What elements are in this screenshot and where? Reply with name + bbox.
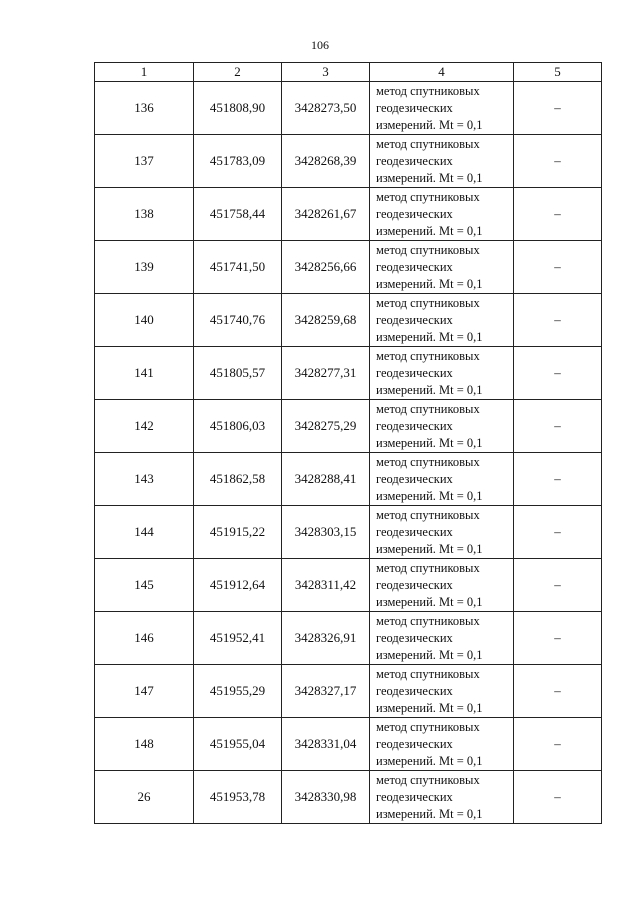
method-text-line: метод спутниковых (376, 719, 480, 734)
note-cell: – (514, 771, 602, 824)
coordinate-x-cell: 451915,22 (194, 506, 282, 559)
method-text-line: измерений. Mt = 0,1 (376, 117, 483, 132)
page-number: 106 (311, 38, 329, 52)
note-cell: – (514, 188, 602, 241)
column-header-1: 1 (95, 63, 194, 82)
method-cell (370, 612, 514, 665)
coordinate-y-cell: 3428261,67 (282, 188, 370, 241)
coordinate-x-cell: 451912,64 (194, 559, 282, 612)
point-number-cell: 141 (95, 347, 194, 400)
table-header-row (95, 63, 602, 82)
table-row (95, 294, 602, 347)
table-row (95, 771, 602, 824)
point-number-cell: 137 (95, 135, 194, 188)
method-text-line: измерений. Mt = 0,1 (376, 329, 483, 344)
method-text-line: измерений. Mt = 0,1 (376, 382, 483, 397)
method-cell (370, 453, 514, 506)
method-text-line: измерений. Mt = 0,1 (376, 541, 483, 556)
coordinate-x-cell: 451758,44 (194, 188, 282, 241)
point-number-cell: 139 (95, 241, 194, 294)
coordinate-x-cell: 451955,04 (194, 718, 282, 771)
table-row (95, 82, 602, 135)
table-row (95, 506, 602, 559)
method-text-line: геодезических (376, 312, 453, 327)
coordinate-x-cell: 451955,29 (194, 665, 282, 718)
method-text-line: измерений. Mt = 0,1 (376, 647, 483, 662)
method-text-line: геодезических (376, 736, 453, 751)
method-cell (370, 294, 514, 347)
method-text-line: геодезических (376, 418, 453, 433)
method-text-line: измерений. Mt = 0,1 (376, 753, 483, 768)
coordinate-y-cell: 3428303,15 (282, 506, 370, 559)
method-text-line: метод спутниковых (376, 242, 480, 257)
coordinate-x-cell: 451862,58 (194, 453, 282, 506)
method-text-line: геодезических (376, 471, 453, 486)
table-row (95, 718, 602, 771)
method-text-line: измерений. Mt = 0,1 (376, 806, 483, 821)
point-number-cell: 138 (95, 188, 194, 241)
note-cell: – (514, 559, 602, 612)
method-text-line: геодезических (376, 524, 453, 539)
column-header-4: 4 (370, 63, 514, 82)
method-text-line: измерений. Mt = 0,1 (376, 488, 483, 503)
point-number-cell: 143 (95, 453, 194, 506)
coordinate-x-cell: 451952,41 (194, 612, 282, 665)
method-cell (370, 718, 514, 771)
method-text-line: метод спутниковых (376, 401, 480, 416)
method-text-line: измерений. Mt = 0,1 (376, 700, 483, 715)
coordinate-x-cell: 451808,90 (194, 82, 282, 135)
method-cell (370, 771, 514, 824)
note-cell: – (514, 294, 602, 347)
table-row (95, 559, 602, 612)
method-cell (370, 559, 514, 612)
point-number-cell: 146 (95, 612, 194, 665)
column-header-3: 3 (282, 63, 370, 82)
method-text-line: измерений. Mt = 0,1 (376, 435, 483, 450)
note-cell: – (514, 82, 602, 135)
coordinate-y-cell: 3428288,41 (282, 453, 370, 506)
coordinate-x-cell: 451783,09 (194, 135, 282, 188)
method-cell (370, 506, 514, 559)
table-row (95, 347, 602, 400)
coordinates-table (94, 62, 602, 824)
point-number-cell: 144 (95, 506, 194, 559)
method-text-line: геодезических (376, 365, 453, 380)
note-cell: – (514, 400, 602, 453)
coordinate-y-cell: 3428256,66 (282, 241, 370, 294)
coordinate-x-cell: 451740,76 (194, 294, 282, 347)
coordinate-x-cell: 451741,50 (194, 241, 282, 294)
coordinate-y-cell: 3428275,29 (282, 400, 370, 453)
method-text-line: метод спутниковых (376, 507, 480, 522)
table-row (95, 453, 602, 506)
coordinate-y-cell: 3428273,50 (282, 82, 370, 135)
point-number-cell: 142 (95, 400, 194, 453)
method-text-line: геодезических (376, 683, 453, 698)
method-text-line: геодезических (376, 206, 453, 221)
method-text-line: метод спутниковых (376, 560, 480, 575)
point-number-cell: 140 (95, 294, 194, 347)
method-text-line: метод спутниковых (376, 136, 480, 151)
method-cell (370, 82, 514, 135)
coordinate-y-cell: 3428331,04 (282, 718, 370, 771)
point-number-cell: 147 (95, 665, 194, 718)
method-text-line: метод спутниковых (376, 83, 480, 98)
coordinate-x-cell: 451805,57 (194, 347, 282, 400)
method-text-line: метод спутниковых (376, 348, 480, 363)
note-cell: – (514, 453, 602, 506)
coordinate-x-cell: 451953,78 (194, 771, 282, 824)
method-text-line: измерений. Mt = 0,1 (376, 170, 483, 185)
note-cell: – (514, 718, 602, 771)
method-cell (370, 665, 514, 718)
point-number-cell: 136 (95, 82, 194, 135)
note-cell: – (514, 612, 602, 665)
method-text-line: метод спутниковых (376, 666, 480, 681)
point-number-cell: 145 (95, 559, 194, 612)
note-cell: – (514, 241, 602, 294)
table-row (95, 400, 602, 453)
coordinate-y-cell: 3428330,98 (282, 771, 370, 824)
table-row (95, 612, 602, 665)
point-number-cell: 26 (95, 771, 194, 824)
method-text-line: геодезических (376, 789, 453, 804)
method-cell (370, 188, 514, 241)
method-text-line: метод спутниковых (376, 295, 480, 310)
table-row (95, 665, 602, 718)
method-cell (370, 400, 514, 453)
method-cell (370, 347, 514, 400)
column-header-5: 5 (514, 63, 602, 82)
table-row (95, 188, 602, 241)
table-body (95, 82, 602, 824)
method-text-line: измерений. Mt = 0,1 (376, 594, 483, 609)
coordinate-x-cell: 451806,03 (194, 400, 282, 453)
method-text-line: метод спутниковых (376, 772, 480, 787)
method-text-line: метод спутниковых (376, 189, 480, 204)
coordinate-y-cell: 3428268,39 (282, 135, 370, 188)
note-cell: – (514, 347, 602, 400)
method-cell (370, 135, 514, 188)
table-row (95, 241, 602, 294)
method-text-line: метод спутниковых (376, 454, 480, 469)
coordinate-y-cell: 3428259,68 (282, 294, 370, 347)
note-cell: – (514, 135, 602, 188)
method-text-line: геодезических (376, 630, 453, 645)
column-header-2: 2 (194, 63, 282, 82)
method-text-line: геодезических (376, 577, 453, 592)
method-text-line: геодезических (376, 153, 453, 168)
method-cell (370, 241, 514, 294)
coordinate-y-cell: 3428277,31 (282, 347, 370, 400)
method-text-line: геодезических (376, 259, 453, 274)
coordinate-y-cell: 3428326,91 (282, 612, 370, 665)
coordinate-y-cell: 3428327,17 (282, 665, 370, 718)
point-number-cell: 148 (95, 718, 194, 771)
coordinate-y-cell: 3428311,42 (282, 559, 370, 612)
method-text-line: метод спутниковых (376, 613, 480, 628)
method-text-line: измерений. Mt = 0,1 (376, 223, 483, 238)
note-cell: – (514, 506, 602, 559)
table-row (95, 135, 602, 188)
method-text-line: измерений. Mt = 0,1 (376, 276, 483, 291)
note-cell: – (514, 665, 602, 718)
method-text-line: геодезических (376, 100, 453, 115)
